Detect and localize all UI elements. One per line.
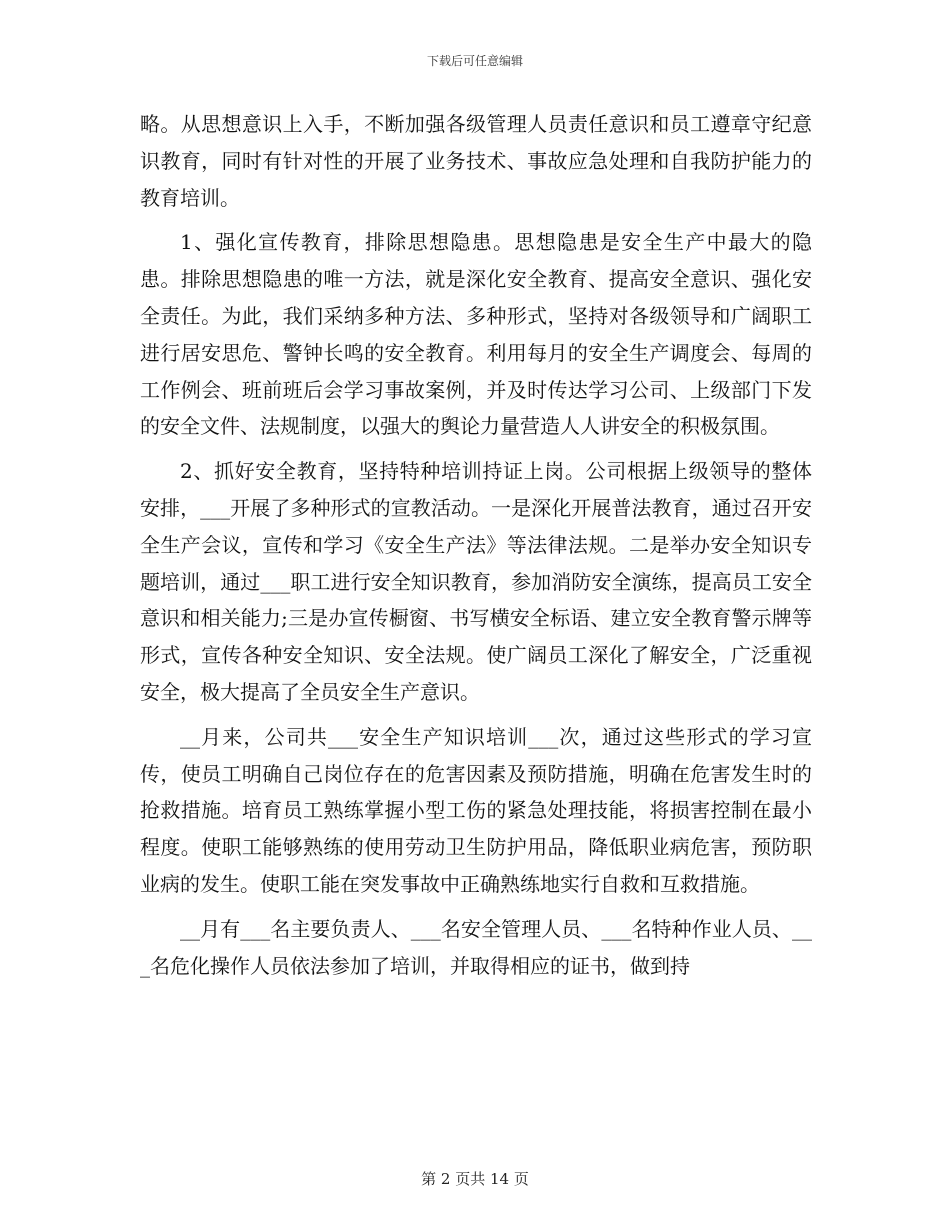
document-body <box>140 106 812 992</box>
paragraph-training-summary: __月来，公司共___安全生产知识培训___次，通过这些形式的学习宣传，使员工明确自己岗位存在的危害因素及预防措施，明确在危害发生时的抢救措施。培育员工熟练掌握小型工伤的紧急处理技能，将损害控制在最小程度。使职工能够熟练的使用劳动卫生防护用品，降低职业病危害，预防职业病的发生。使职工能在突发事故中正确熟练地实行自救和互救措施。 <box>140 724 812 896</box>
paragraph-item-1: 1、强化宣传教育，排除思想隐患。思想隐患是安全生产中最大的隐患。排除思想隐患的唯一方法，就是深化安全教育、提高安全意识、强化安全责任。为此，我们采纳多种方法、多种形式，坚持对各级领导和广阔职工进行居安思危、警钟长鸣的安全教育。利用每月的安全生产调度会、每周的工作例会、班前班后会学习事故案例，并及时传达学习公司、上级部门下发的安全文件、法规制度，以强大的舆论力量营造人人讲安全的积极氛围。 <box>140 230 812 439</box>
paragraph-continuation: 略。从思想意识上入手，不断加强各级管理人员责任意识和员工遵章守纪意识教育，同时有针对性的开展了业务技术、事故应急处理和自我防护能力的教育培训。 <box>140 112 812 210</box>
paragraph-certification: __月有___名主要负责人、___名安全管理人员、___名特种作业人员、___名危化操作人员依法参加了培训，并取得相应的证书，做到持 <box>140 916 812 978</box>
page-footer: 第 2 页共 14 页 <box>421 1170 529 1188</box>
page-header: 下载后可任意编辑 <box>426 54 523 68</box>
paragraph-item-2: 2、抓好安全教育，坚持特种培训持证上岗。公司根据上级领导的整体安排，___开展了多种形式的宣教活动。一是深化开展普法教育，通过召开安全生产会议，宣传和学习《安全生产法》等法律法规。二是举办安全知识专题培训，通过___职工进行安全知识教育，参加消防安全演练，提高员工安全意识和相关能力;三是办宣传橱窗、书写横安全标语、建立安全教育警示牌等形式，宣传各种安全知识、安全法规。使广阔员工深化了解安全，广泛重视安全，极大提高了全员安全生产意识。 <box>140 459 812 704</box>
